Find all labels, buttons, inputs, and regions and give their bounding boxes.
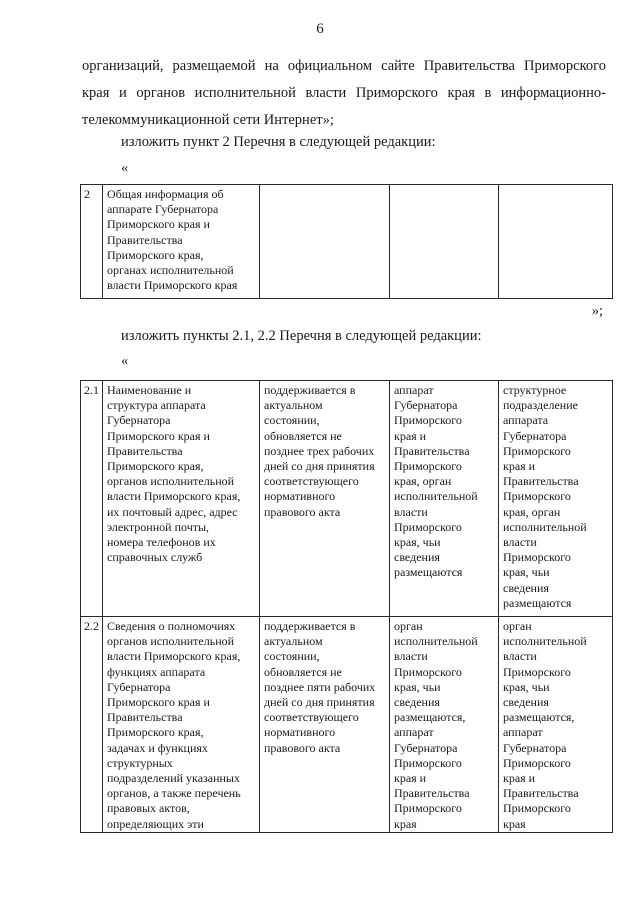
cell-text-line: власти Приморского края, [107, 489, 241, 504]
cell-text-line: исполнительной [394, 489, 478, 504]
cell-text-line: Приморского [394, 801, 462, 816]
cell-text-line: Приморского края, [107, 247, 204, 262]
cell-text-line: сведения [394, 695, 440, 710]
cell-frequency [260, 617, 390, 833]
cell-text-line: края, орган [394, 474, 452, 489]
cell-text-line: органов исполнительной [107, 474, 235, 489]
cell-text-line: исполнительной [394, 634, 478, 649]
row-number: 2.1 [81, 381, 103, 617]
cell-text-line: исполнительной [503, 634, 587, 649]
cell-publisher [499, 185, 613, 299]
cell-text-line: орган [394, 619, 423, 633]
cell-text-line: Приморского [394, 413, 462, 428]
cell-text-line: правового акта [264, 504, 341, 519]
instruction-paragraph-1: изложить пункт 2 Перечня в следующей редакции: [121, 134, 436, 150]
cell-text-line: Приморского края и [107, 695, 210, 710]
cell-text-line: Правительства [107, 710, 183, 725]
cell-text-line: аппарат [394, 383, 434, 397]
cell-text-line: власти [394, 504, 428, 519]
cell-text-line: Приморского [503, 489, 571, 504]
cell-text-line: структурных [107, 755, 173, 770]
cell-text-line: Общая информация об [107, 187, 224, 201]
cell-text-line: края, чьи [503, 565, 550, 580]
page-number: 6 [316, 21, 324, 37]
cell-publisher [499, 617, 613, 833]
cell-text-line: края [394, 816, 417, 831]
table-item-2 [80, 184, 613, 299]
cell-text-line: Приморского края, [107, 725, 204, 740]
intro-paragraph [82, 53, 606, 134]
cell-text-line: задачах и функциях [107, 740, 208, 755]
cell-text-line: актуальном [264, 398, 323, 413]
row-number: 2.2 [81, 617, 103, 833]
cell-text-line: аппарат [503, 725, 543, 740]
cell-text-line: размещаются, [394, 710, 466, 725]
close-quote: »; [591, 303, 603, 319]
cell-text-line: структурное [503, 383, 567, 397]
cell-text-line: правового акта [264, 740, 341, 755]
cell-text-line: Губернатора [503, 740, 567, 755]
cell-text-line: состоянии, [264, 649, 320, 664]
cell-text-line: сведения [503, 580, 549, 595]
cell-responsible [390, 381, 499, 617]
cell-text-line: аппарат [394, 725, 434, 740]
cell-text-line: Приморского [394, 519, 462, 534]
cell-text-line: аппарата [503, 413, 549, 428]
cell-text-line: власти [394, 649, 428, 664]
table-row [81, 617, 613, 833]
open-quote-2: « [121, 353, 129, 369]
cell-text-line: Приморского [503, 801, 571, 816]
cell-text-line: позднее трех рабочих [264, 443, 375, 458]
cell-text-line: Приморского [394, 755, 462, 770]
cell-frequency [260, 185, 390, 299]
cell-text-line: края [503, 816, 526, 831]
cell-text-line: справочных служб [107, 550, 203, 565]
cell-text-line: обновляется не [264, 428, 342, 443]
cell-responsible [390, 617, 499, 833]
cell-text-line: Губернатора [394, 740, 458, 755]
cell-text-line: Приморского [503, 443, 571, 458]
cell-text-line: Правительства [107, 443, 183, 458]
cell-frequency [260, 381, 390, 617]
cell-text-line: актуальном [264, 634, 323, 649]
cell-text-line: Губернатора [107, 679, 171, 694]
cell-publisher [499, 381, 613, 617]
cell-text-line: Приморского [503, 664, 571, 679]
cell-text-line: Правительства [394, 443, 470, 458]
cell-text-line: Приморского [503, 755, 571, 770]
cell-text-line: Приморского [503, 550, 571, 565]
cell-text-line: электронной почты, [107, 519, 210, 534]
cell-responsible [390, 185, 499, 299]
cell-text-line: органах исполнительной [107, 263, 234, 278]
cell-text-line: края, чьи [394, 679, 441, 694]
cell-text-line: края, чьи [503, 679, 550, 694]
cell-text-line: Приморского края и [107, 428, 210, 443]
cell-text-line: состоянии, [264, 413, 320, 428]
cell-text-line: подразделение [503, 398, 578, 413]
cell-text-line: определяющих эти [107, 816, 204, 831]
cell-info [103, 185, 260, 299]
cell-text-line: Сведения о полномочиях [107, 619, 236, 633]
cell-text-line: позднее пяти рабочих [264, 679, 376, 694]
cell-text-line: органов, а также перечень [107, 786, 241, 801]
cell-text-line: подразделений указанных [107, 771, 240, 786]
cell-text-line: сведения [503, 695, 549, 710]
cell-text-line: нормативного [264, 725, 336, 740]
cell-text-line: Правительства [107, 232, 183, 247]
cell-text-line: края, чьи [394, 535, 441, 550]
cell-info [103, 381, 260, 617]
cell-text-line: размещаются [503, 595, 572, 610]
cell-text-line: дней со дня принятия [264, 695, 375, 710]
cell-text-line: аппарате Губернатора [107, 202, 219, 217]
cell-text-line: Приморского края, [107, 459, 204, 474]
cell-text-line: соответствующего [264, 474, 359, 489]
cell-text-line: орган [503, 619, 532, 633]
cell-text-line: номера телефонов их [107, 535, 216, 550]
cell-text-line: обновляется не [264, 664, 342, 679]
cell-text-line: поддерживается в [264, 619, 356, 633]
cell-text-line: власти [503, 535, 537, 550]
cell-text-line: Губернатора [394, 398, 458, 413]
table-row [81, 185, 613, 299]
cell-text-line: Приморского края и [107, 217, 210, 232]
intro-line: края и органов исполнительной власти Приморского края в информационно- [82, 85, 606, 101]
cell-text-line: Наименование и [107, 383, 192, 397]
cell-text-line: исполнительной [503, 519, 587, 534]
cell-text-line: органов исполнительной [107, 634, 235, 649]
cell-text-line: правовых актов, [107, 801, 190, 816]
cell-text-line: соответствующего [264, 710, 359, 725]
cell-text-line: Правительства [503, 474, 579, 489]
cell-text-line: Правительства [394, 786, 470, 801]
cell-text-line: Приморского [394, 459, 462, 474]
cell-text-line: края и [394, 428, 427, 443]
cell-text-line: размещаются [394, 565, 463, 580]
cell-text-line: власти Приморского края [107, 278, 238, 293]
instruction-paragraph-2: изложить пункты 2.1, 2.2 Перечня в следующей редакции: [121, 328, 482, 344]
intro-line: телекоммуникационной сети Интернет»; [82, 112, 334, 128]
cell-text-line: их почтовый адрес, адрес [107, 504, 238, 519]
cell-text-line: края и [394, 771, 427, 786]
cell-text-line: края и [503, 459, 536, 474]
cell-text-line: власти [503, 649, 537, 664]
intro-line: организаций, размещаемой на официальном сайте Правительства Приморского [82, 58, 606, 74]
cell-text-line: поддерживается в [264, 383, 356, 397]
cell-text-line: структура аппарата [107, 398, 206, 413]
cell-text-line: Приморского [394, 664, 462, 679]
cell-text-line: власти Приморского края, [107, 649, 241, 664]
cell-text-line: края, орган [503, 504, 561, 519]
cell-text-line: размещаются, [503, 710, 575, 725]
cell-text-line: дней со дня принятия [264, 459, 375, 474]
cell-text-line: Правительства [503, 786, 579, 801]
cell-text-line: края и [503, 771, 536, 786]
table-items-2-1-2-2 [80, 380, 613, 833]
cell-text-line: нормативного [264, 489, 336, 504]
open-quote-1: « [121, 160, 129, 176]
cell-info [103, 617, 260, 833]
cell-text-line: Губернатора [107, 413, 171, 428]
cell-text-line: сведения [394, 550, 440, 565]
row-number: 2 [81, 185, 103, 299]
cell-text-line: Губернатора [503, 428, 567, 443]
cell-text-line: функциях аппарата [107, 664, 206, 679]
table-row [81, 381, 613, 617]
